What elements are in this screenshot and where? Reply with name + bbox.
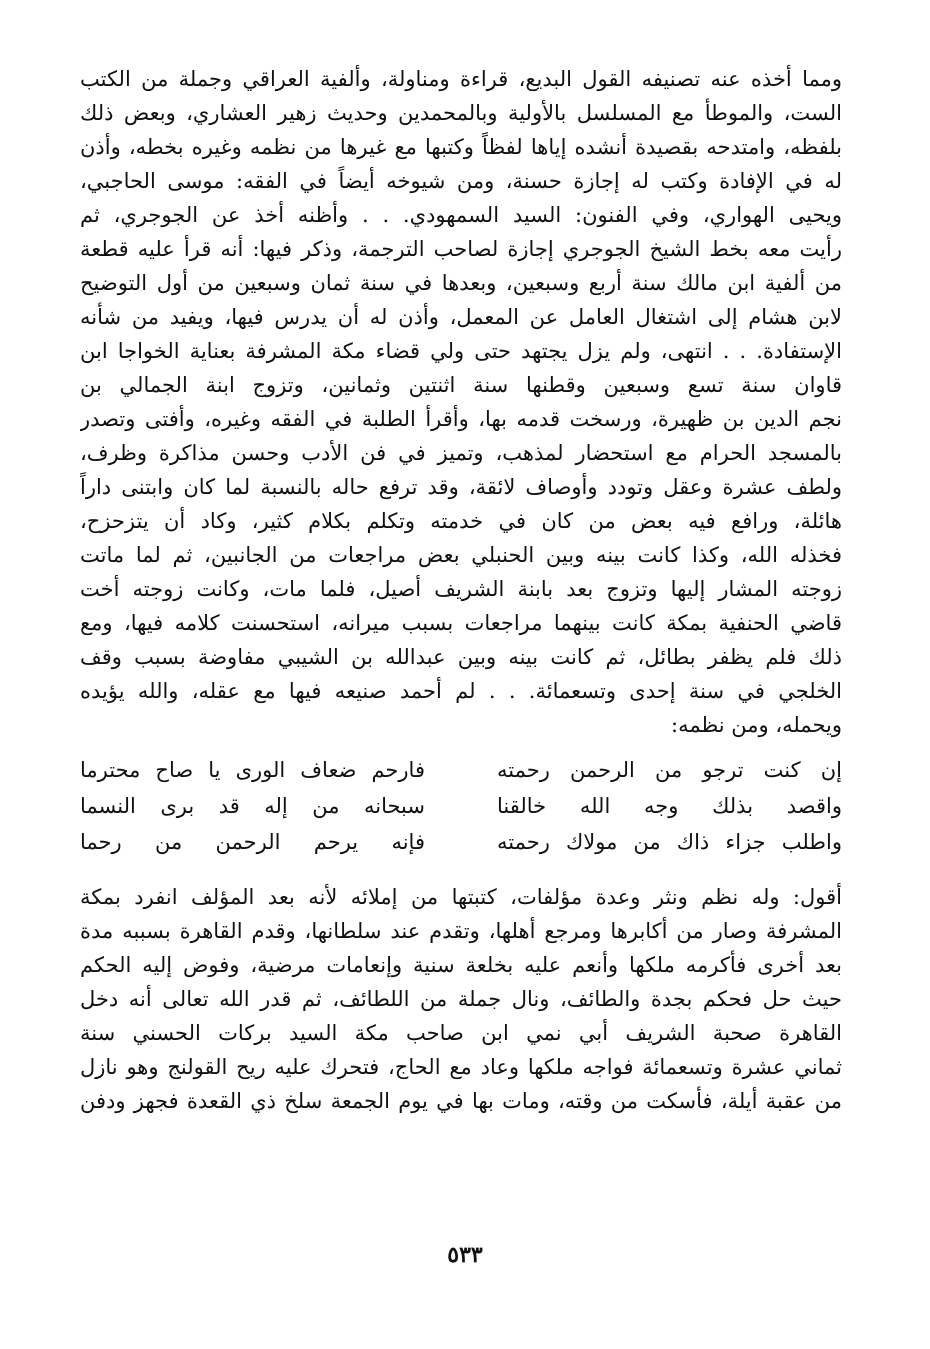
text-line: المشرفة وصار من أكابرها ومرجع أهلها، وتقدم عند سلطانها، وقدم القاهرة بسببه مدة bbox=[80, 919, 842, 943]
poem-verse bbox=[80, 824, 842, 860]
text-line: أقول: وله نظم ونثر وعدة مؤلفات، كتبتها من إملائه لأنه بعد المؤلف انفرد بمكة bbox=[80, 885, 842, 909]
text-line: القاهرة صحبة الشريف أبي نمي ابن صاحب مكة السيد بركات الحسني سنة bbox=[80, 1021, 842, 1045]
text-line: حيث حل فحكم بجدة والطائف، ونال جملة من اللطائف، ثم قدر الله تعالى أنه دخل bbox=[80, 987, 842, 1011]
text-line: الخلجي في سنة إحدى وتسعمائة. . . لم أحمد صنيعه فيها مع عقله، والله يؤيده bbox=[80, 679, 842, 703]
text-line: بعد أخرى فأكرمه ملكها وأنعم عليه بخلعة سنية وإنعامات مرضية، وفوض إليه الحكم bbox=[80, 953, 842, 977]
text-line: ثماني عشرة وتسعمائة فواجه ملكها وعاد مع الحاج، فتحرك عليه ريح القولنج وهو نازل bbox=[80, 1055, 842, 1079]
text-line: ويحيى الهواري، وفي الفنون: السيد السمهودي. . . وأظنه أخذ عن الجوجري، ثم bbox=[80, 203, 842, 227]
text-line: رأيت معه بخط الشيخ الجوجري إجازة لصاحب الترجمة، وذكر فيها: أنه قرأ عليه قطعة bbox=[80, 237, 842, 261]
text-line: من ألفية ابن مالك سنة أربع وسبعين، وبعدها في سنة ثمان وسبعين من أول التوضيح bbox=[80, 271, 842, 295]
text-line: الإستفادة. . . انتهى، ولم يزل يجتهد حتى ولي قضاء مكة المشرفة بعناية الخواجا ابن bbox=[80, 339, 842, 363]
poem-first-hemistich: واقصد بذلك وجه الله خالقنا bbox=[497, 794, 842, 818]
text-line: بلفظه، وامتدحه بقصيدة أنشده إياها لفظاً وكتبها مع غيرها من نظمه وغيره بخطه، وأذن bbox=[80, 135, 842, 159]
text-line: ذلك فلم يظفر بطائل، ثم كانت بينه وبين عبدالله بن الشيبي مفاوضة بسبب وقف bbox=[80, 645, 842, 669]
text-line: قاوان سنة تسع وسبعين وقطنها سنة اثنتين وثمانين، وتزوج ابنة الجمالي بن bbox=[80, 373, 842, 397]
text-line: الست، والموطأ مع المسلسل بالأولية وبالمحمدين وحديث زهير العشاري، وبعض ذلك bbox=[80, 101, 842, 125]
text-line: بالمسجد الحرام مع استحضار لمذهب، وتميز في فن الأدب وحسن مذاكرة وظرف، bbox=[80, 441, 842, 465]
poem bbox=[80, 752, 842, 860]
poem-first-hemistich: واطلب جزاء ذاك من مولاك رحمته bbox=[497, 830, 842, 854]
text-line: فخذله الله، وكذا كانت بينه وبين الحنبلي بعض مراجعات من الجانبين، ثم لما ماتت bbox=[80, 543, 842, 567]
poem-second-hemistich: فارحم ضعاف الورى يا صاح محترما bbox=[80, 758, 425, 782]
poem-second-hemistich: سبحانه من إله قد برى النسما bbox=[80, 794, 425, 818]
poem-verse bbox=[80, 788, 842, 824]
poem-verse bbox=[80, 752, 842, 788]
text-line: له في الإفادة وكتب له إجازة حسنة، ومن شيوخه أيضاً في الفقه: موسى الحاجبي، bbox=[80, 169, 842, 193]
poem-first-hemistich: إن كنت ترجو من الرحمن رحمته bbox=[497, 758, 842, 782]
text-line: زوجته المشار إليها وتزوج بعد بابنة الشريف أصيل، فلما مات، وكانت زوجته أخت bbox=[80, 577, 842, 601]
text-line: ولطف عشرة وعقل وتودد وأوصاف لائقة، وقد ترفع حاله بالنسبة لما كان وابتنى داراً bbox=[80, 475, 842, 499]
text-line: ويحمله، ومن نظمه: bbox=[671, 713, 842, 737]
text-line: من عقبة أيلة، فأسكت من وقته، ومات بها في يوم الجمعة سلخ ذي القعدة فجهز ودفن bbox=[80, 1089, 842, 1113]
text-line: نجم الدين بن ظهيرة، ورسخت قدمه بها، وأقرأ الطلبة في الفقه وغيره، وأفتى وتصدر bbox=[80, 407, 842, 431]
page-number: ٥٣٣ bbox=[447, 1242, 483, 1268]
document-page bbox=[80, 62, 842, 1118]
text-line: قاضي الحنفية بمكة كانت بينهما مراجعات بسبب ميرانه، استحسنت كلامه فيها، ومع bbox=[80, 611, 842, 635]
text-line: ومما أخذه عنه تصنيفه القول البديع، قراءة ومناولة، وألفية العراقي وجملة من الكتب bbox=[80, 67, 842, 91]
poem-second-hemistich: فإنه يرحم الرحمن من رحما bbox=[80, 830, 425, 854]
text-line: هائلة، ورافع فيه بعض من كان في خدمته وتكلم بكلام كثير، وكاد أن يتزحزح، bbox=[80, 509, 842, 533]
biography-paragraph bbox=[80, 62, 842, 742]
author-note-paragraph bbox=[80, 880, 842, 1118]
text-line: لابن هشام إلى اشتغال العامل عن المعمل، وأذن له أن يدرس فيها، ويفيد من شأنه bbox=[80, 305, 842, 329]
